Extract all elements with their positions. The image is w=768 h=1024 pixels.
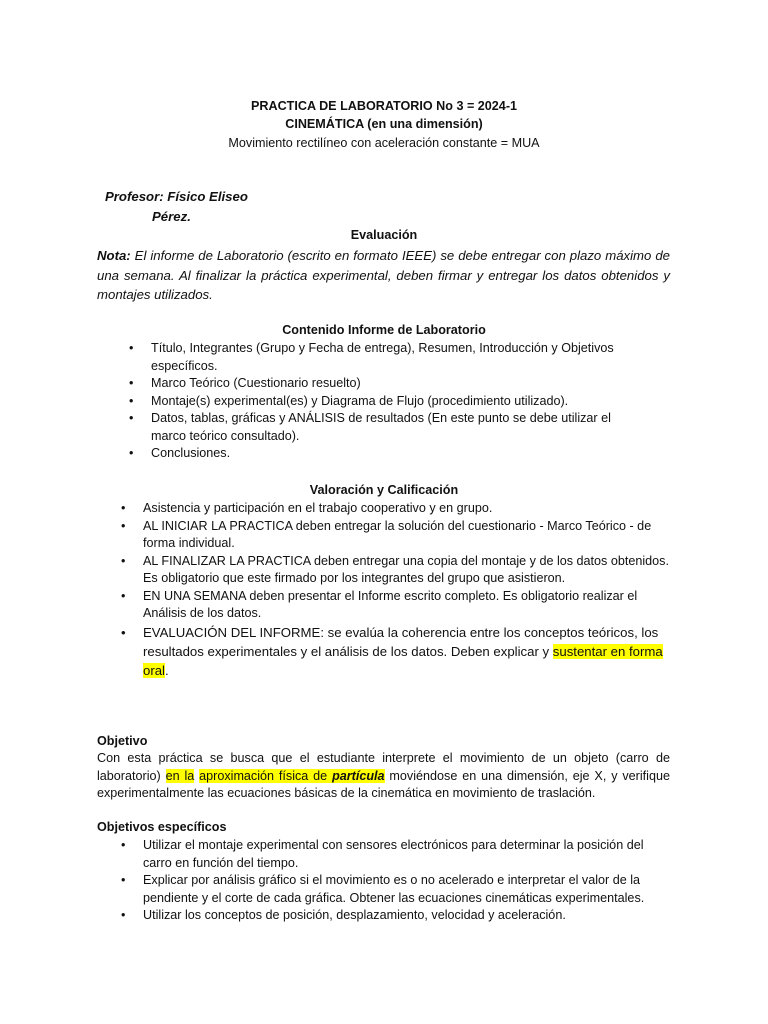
- note-label: Nota:: [97, 248, 131, 263]
- objetivo-heading: Objetivo: [97, 734, 148, 748]
- highlighted-text-plain: aproximación física de: [199, 768, 333, 783]
- document-title: PRACTICA DE LABORATORIO No 3 = 2024-1: [250, 99, 518, 113]
- valoracion-list: [143, 500, 670, 680]
- document-subtitle: CINEMÁTICA (en una dimensión): [285, 117, 483, 131]
- list-item: • Montaje(s) experimental(es) y Diagrama de Flujo (procedimiento utilizado).: [151, 393, 638, 411]
- professor-line-2: Pérez.: [152, 209, 191, 224]
- highlighted-text-2: [199, 769, 384, 783]
- list-item: • Conclusiones.: [151, 445, 638, 463]
- list-item: • AL FINALIZAR LA PRACTICA deben entregar una copia del montaje y de los datos obtenidos. Es obligatorio que este firmado por los integrantes del grupo que asistieron.: [143, 553, 670, 588]
- document-topic: Movimiento rectilíneo con aceleración constante = MUA: [228, 136, 540, 150]
- list-item: • EN UNA SEMANA deben presentar el Informe escrito completo. Es obligatorio realizar el Análisis de los datos.: [143, 588, 670, 623]
- list-item: • Utilizar el montaje experimental con sensores electrónicos para determinar la posición del carro en función del tiempo.: [143, 837, 670, 872]
- list-item: • AL INICIAR LA PRACTICA deben entregar la solución del cuestionario - Marco Teórico - de forma individual.: [143, 518, 670, 553]
- list-item: • Asistencia y participación en el trabajo cooperativo y en grupo.: [143, 500, 670, 518]
- list-item: • Datos, tablas, gráficas y ANÁLISIS de resultados (En este punto se debe utilizar el marco teórico consultado).: [151, 410, 638, 445]
- evaluation-item-text: EVALUACIÓN DEL INFORME: se evalúa la coherencia entre los conceptos teóricos, los resultados experimentales y el análisis de los datos. Deben explicar y: [143, 624, 659, 659]
- objetivo-text-start: Con esta práctica se busca que el estudiante interprete el movimiento de un objeto (carro de laboratorio): [97, 751, 670, 783]
- objetivos-especificos-heading: Objetivos específicos: [97, 820, 227, 834]
- list-item: • Marco Teórico (Cuestionario resuelto): [151, 375, 638, 393]
- objetivo-text-end: moviéndose en una dimensión, eje X, y verifique experimentalmente las ecuaciones básicas de la cinemática en movimiento de traslación.: [97, 768, 670, 800]
- note-text: El informe de Laboratorio (escrito en formato IEEE) se debe entregar con plazo máximo de una semana. Al finalizar la práctica experimental, deben firmar y entregar los datos obtenidos y montajes utilizados.: [97, 248, 670, 302]
- evaluation-heading: Evaluación: [350, 228, 418, 242]
- list-item: • Título, Integrantes (Grupo y Fecha de entrega), Resumen, Introducción y Objetivos específicos.: [151, 340, 638, 375]
- highlighted-italic-word: partícula: [332, 768, 385, 783]
- objetivo-paragraph: [97, 750, 670, 803]
- contenido-list: [151, 340, 638, 463]
- list-item: • Explicar por análisis gráfico si el movimiento es o no acelerado e interpretar el valor de la pendiente y el corte de cada gráfica. Obtener las ecuaciones cinemáticas experimentales.: [143, 872, 670, 907]
- list-item: • Utilizar los conceptos de posición, desplazamiento, velocidad y aceleración.: [143, 907, 670, 925]
- professor-line-1: Profesor: Físico Eliseo: [105, 189, 248, 204]
- valoracion-heading: Valoración y Calificación: [309, 483, 459, 497]
- evaluation-item-end: .: [165, 662, 169, 678]
- list-item: [143, 623, 670, 680]
- contenido-heading: Contenido Informe de Laboratorio: [282, 323, 486, 337]
- objetivos-especificos-list: [143, 837, 670, 925]
- highlighted-text: en la: [165, 768, 195, 783]
- evaluation-note: [97, 246, 670, 305]
- highlighted-text: sustentar en forma oral: [143, 643, 663, 678]
